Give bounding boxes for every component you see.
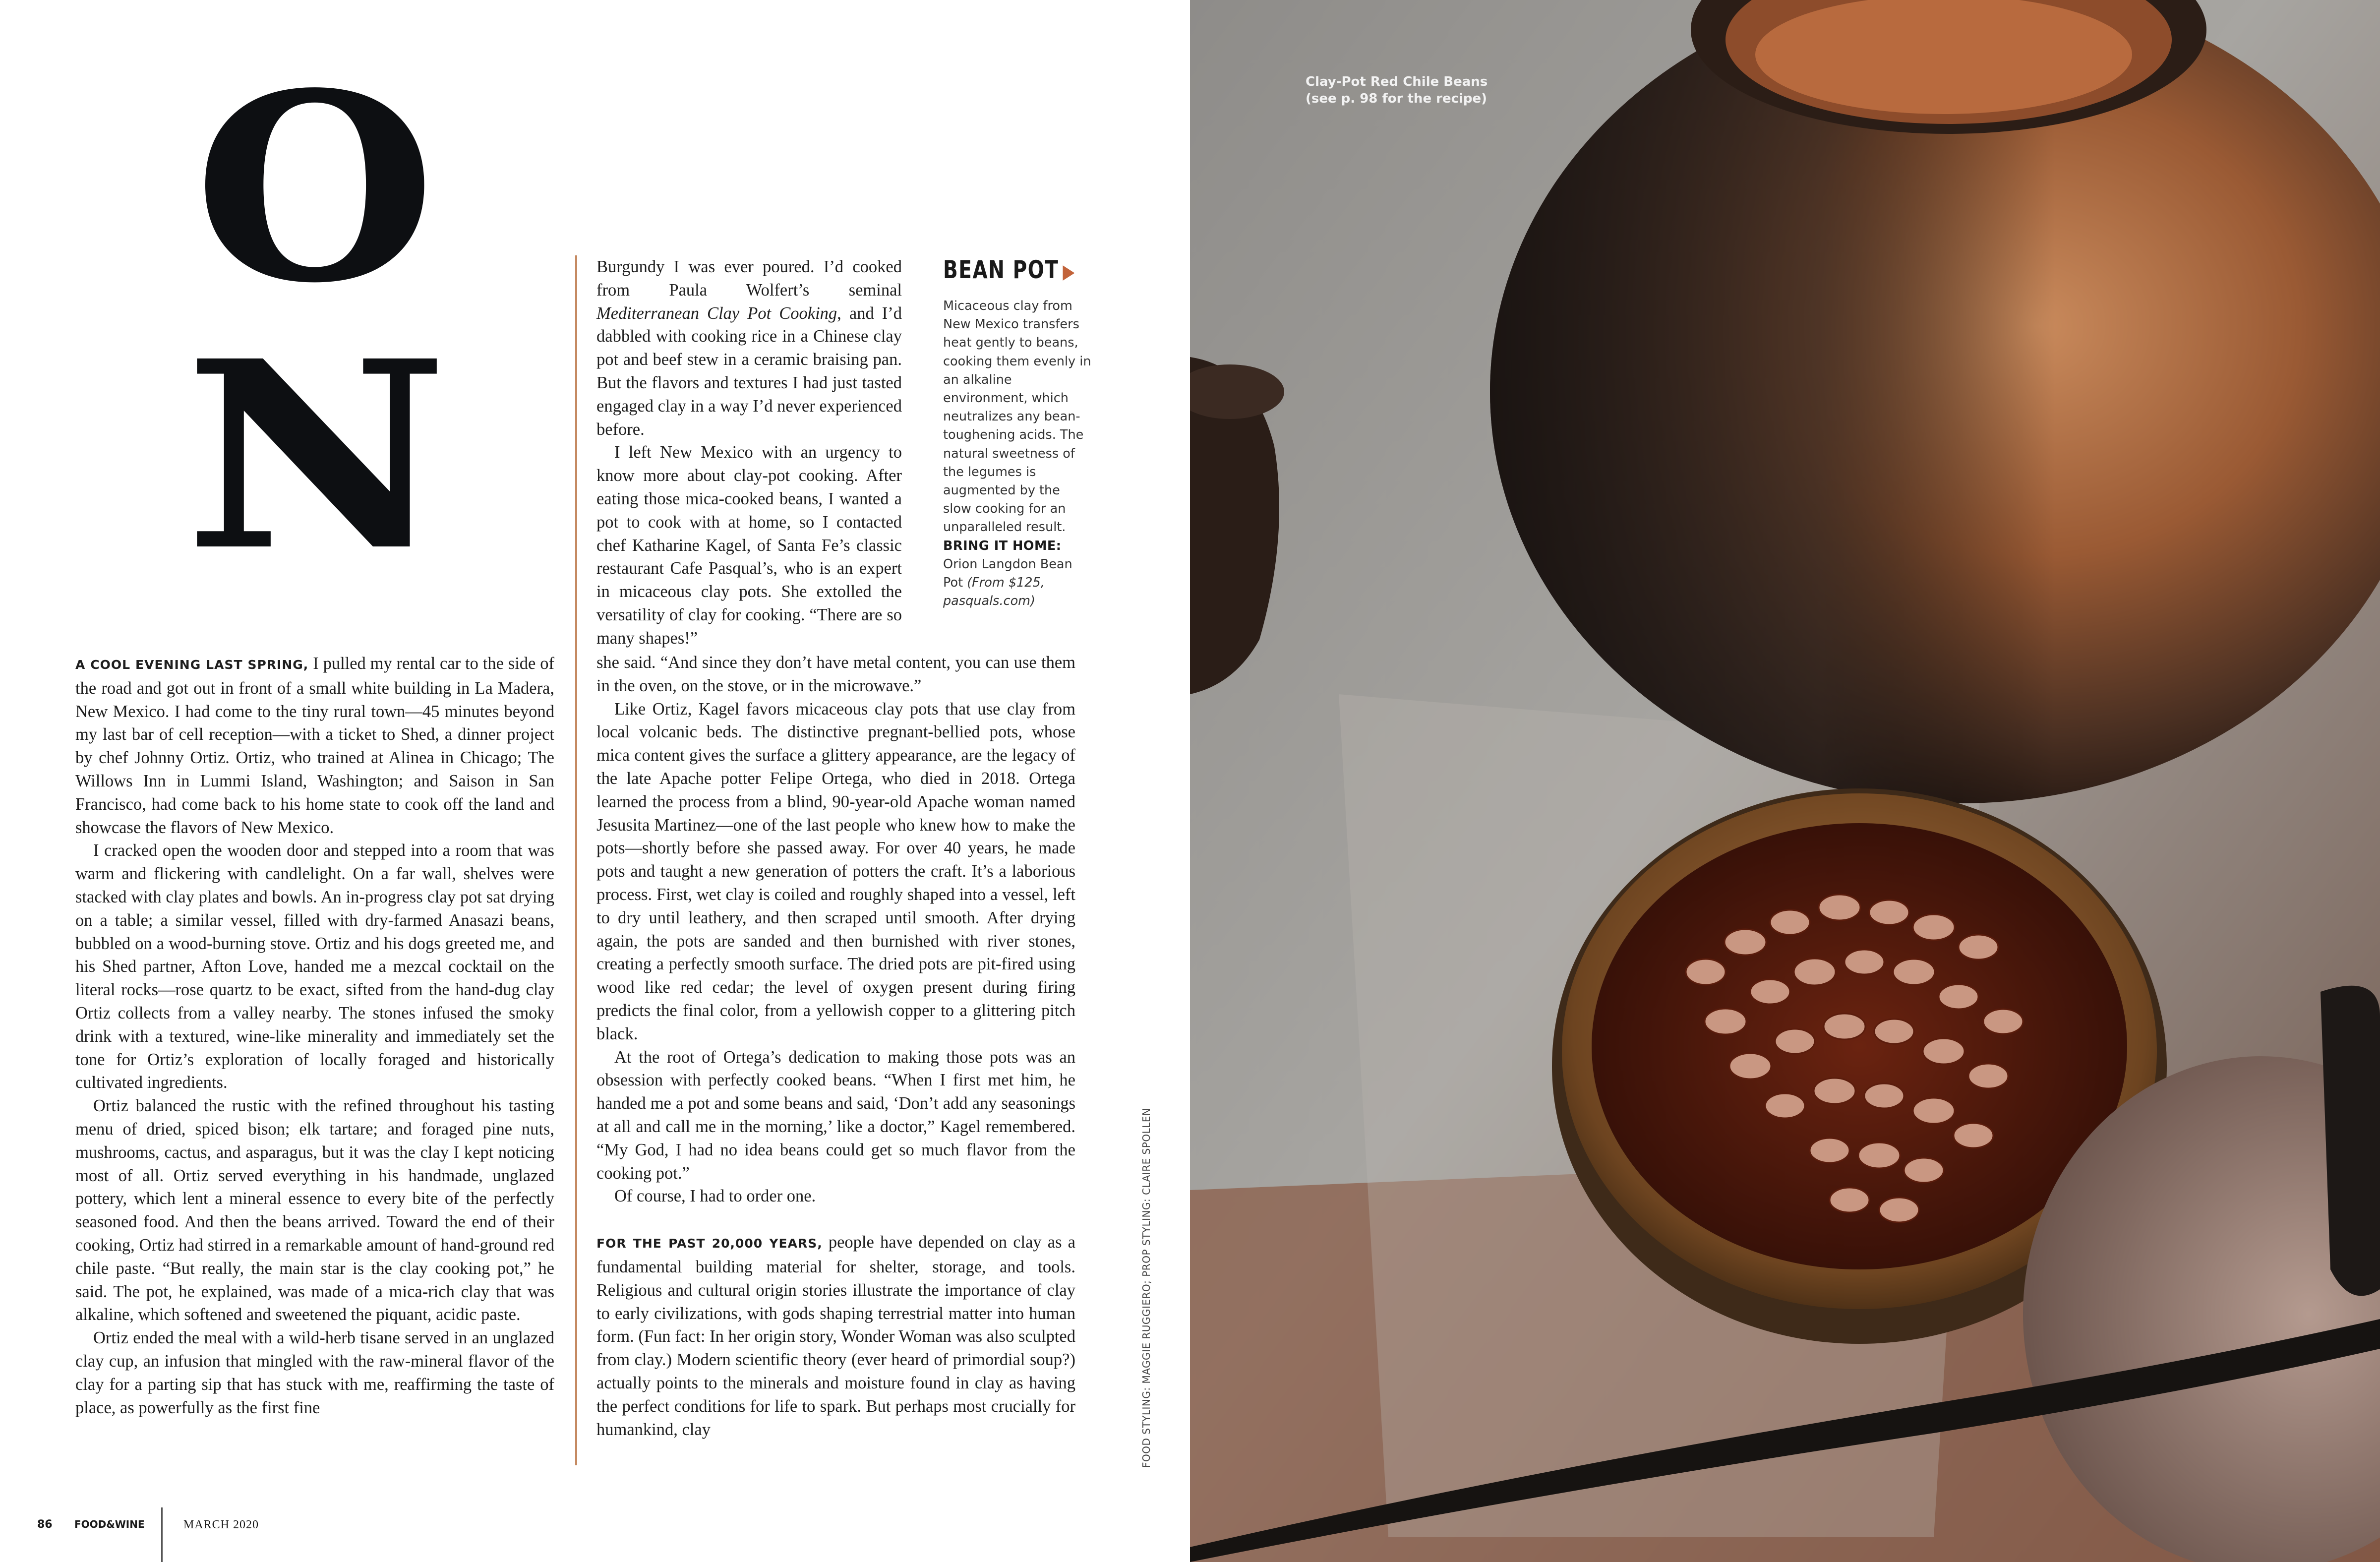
page-number: 86 (37, 1518, 53, 1531)
paragraph-6: I left New Mexico with an urgency to know more about clay-pot cooking. After eating those mica-cooked beans, I wanted a pot to cook with at home, so I contacted chef Katharine Kagel, of Santa Fe’s classic restaurant Cafe Pasqual’s, who is an expert in micaceous clay pots. She extolled the versatility of clay for cooking. “There are so many shapes!” (596, 443, 902, 648)
paragraph-4: Ortiz ended the meal with a wild-herb tisane served in an unglazed clay cup, an infusion that mingled with the raw-mineral flavor of the clay for a parting sip that has stuck with me, reaffirming the taste of place, as powerfully as the first fine (75, 1328, 554, 1417)
folio-divider (161, 1507, 163, 1562)
article-column-a (75, 652, 554, 1419)
paragraph-9: Of course, I had to order one. (614, 1187, 816, 1206)
paragraph-3: Ortiz balanced the rustic with the refined throughout his tasting menu of dried, spiced bison; elk tartare; and foraged pine nuts, mushrooms, cactus, and asparagus, but it was the clay I kept noticing most of all. Ortiz served everything in his handmade, unglazed pottery, which lent a mineral essence to every bite of the perfectly seasoned food. And then the beans arrived. Toward the end of their cooking, Ortiz had stirred in a remarkable amount of hand-ground red chile paste. “But really, the main star is the clay cooking pot,” he said. The pot, he explained, was made of a mica-rich clay that was alkaline, which softened and sweetened the piquant, acidic paste. (75, 1096, 554, 1324)
paragraph-8: At the root of Ortega’s dedication to making those pots was an obsession with perfectly cooked beans. “When I first met him, he handed me a pot and some beans and said, ‘Don’t add any seasonings at all and call me in the morning,’ like a doctor,” Kagel remembered. “My God, I had no idea beans could get so much flavor from the cooking pot.” (596, 1047, 1075, 1183)
paragraph-7: Like Ortiz, Kagel favors micaceous clay pots that use clay from local volcanic beds. The distinctive pregnant-bellied pots, whose mica content gives the surface a glittery appearance, are the legacy of the late Apache potter Felipe Ortega, who died in 2018. Ortega learned the process from a blind, 90-year-old Apache woman named Jesusita Martinez—one of the last people who knew how to make the pots—shortly before she passed away. For over 40 years, he made pots and taught a new generation of potters the craft. It’s a laborious process. First, wet clay is coiled and roughly shaped into a vessel, left to dry until leathery, and then scraped until smooth. After drying again, the pots are sanded and then burnished with river stones, creating a perfectly smooth surface. The dried pots are pit-fired using wood like red cedar; the level of oxygen present during firing predicts the final color, from a yellowish copper to a glittering pitch black. (596, 699, 1075, 1043)
photo-illustration (1190, 0, 2380, 1562)
paragraph-5: Burgundy I was ever poured. I’d cooked from Paula Wolfert’s seminal Mediterranean Clay Pot Cooking, and I’d dabbled with cooking rice in a Chinese clay pot and beef stew in a ceramic braising pan. But the flavors and textures I had just tasted engaged clay in a way I’d never experienced before. (596, 257, 902, 439)
article-column-b (596, 651, 1075, 1441)
book-title: Mediterranean Clay Pot Cooking (596, 303, 837, 323)
lead-in: A COOL EVENING LAST SPRING, (75, 658, 309, 672)
paragraph-10: FOR THE PAST 20,000 YEARS, people have depended on clay as a fundamental building material for shelter, storage, and tools. Religious and cultural origin stories illustrate the importance of clay to early civilizations, with gods shaping terrestrial matter into human form. (Fun fact: In her origin story, Wonder Woman was also sculpted from clay.) Modern scientific theory (ever heard of primordial soup?) actually points to the minerals and moisture found in clay as having the perfect conditions for life to spark. But perhaps most crucially for humankind, clay (596, 1233, 1075, 1439)
drop-cap-letter-n: N (184, 304, 449, 607)
arrow-icon: ▶ (1063, 260, 1075, 283)
sidebar-body: Micaceous clay from New Mexico transfers heat gently to beans, cooking them evenly in an alkaline environment, which neutralizes any bean-toughening acids. The natural sweetness of the legumes is augmented by the slow cooking for an unparalleled result. BRING IT HOME: Orion Langdon Bean Pot (From $125, pasquals.com) (943, 299, 1091, 609)
paragraph-2: I cracked open the wooden door and stepped into a room that was warm and flickering with candlelight. On a far wall, shelves were stacked with clay plates and bowls. An in-progress clay pot sat drying on a table; a similar vessel, filled with dry-farmed Anasazi beans, bubbled on a wood-burning stove. Ortiz and his dogs greeted me, and his Shed partner, Afton Love, handed me a mezcal cocktail on the literal rocks—rose quartz to be exact, sifted from the hand-dug clay Ortiz collects from a valley nearby. The stones infused the smoky drink with a textured, wine-like minerality and immediately set the tone for Ortiz’s exploration of locally foraged and historically cultivated ingredients. (75, 841, 554, 1092)
column-rule (575, 255, 577, 1465)
price-link: (From $125, pasquals.com) (943, 575, 1045, 609)
magazine-name: FOOD&WINE (74, 1518, 145, 1530)
issue-date: MARCH 2020 (183, 1518, 259, 1531)
sidebar-title: BEAN POT ▶ (943, 255, 1075, 284)
bean-pot-photo (1190, 0, 2380, 1562)
styling-credit: FOOD STYLING: MAGGIE RUGGIERO; PROP STYLING: CLAIRE SPOLLEN (1140, 1108, 1152, 1468)
bring-it-home-label: BRING IT HOME: (943, 538, 1062, 553)
lead-in-2: FOR THE PAST 20,000 YEARS, (596, 1236, 823, 1251)
bean-pot-sidebar (943, 255, 1092, 610)
photo-caption: Clay-Pot Red Chile Beans (see p. 98 for the recipe) (1306, 74, 1488, 106)
drop-cap-letter-o: O (193, 37, 436, 340)
article-column-b-top (596, 255, 902, 650)
paragraph-1: A COOL EVENING LAST SPRING, I pulled my rental car to the side of the road and got out in front of a small white building in La Madera, New Mexico. I had come to the tiny rural town—45 minutes beyond my last bar of cell reception—with a ticket to Shed, a dinner project by chef Johnny Ortiz. Ortiz, who trained at Alinea in Chicago; The Willows Inn in Lummi Island, Washington; and Saison in San Francisco, had come back to his home state to cook off the land and showcase the flavors of New Mexico. (75, 654, 554, 837)
paragraph-6-cont: she said. “And since they don’t have metal content, you can use them in the oven, on the stove, or in the microwave.” (596, 653, 1075, 695)
